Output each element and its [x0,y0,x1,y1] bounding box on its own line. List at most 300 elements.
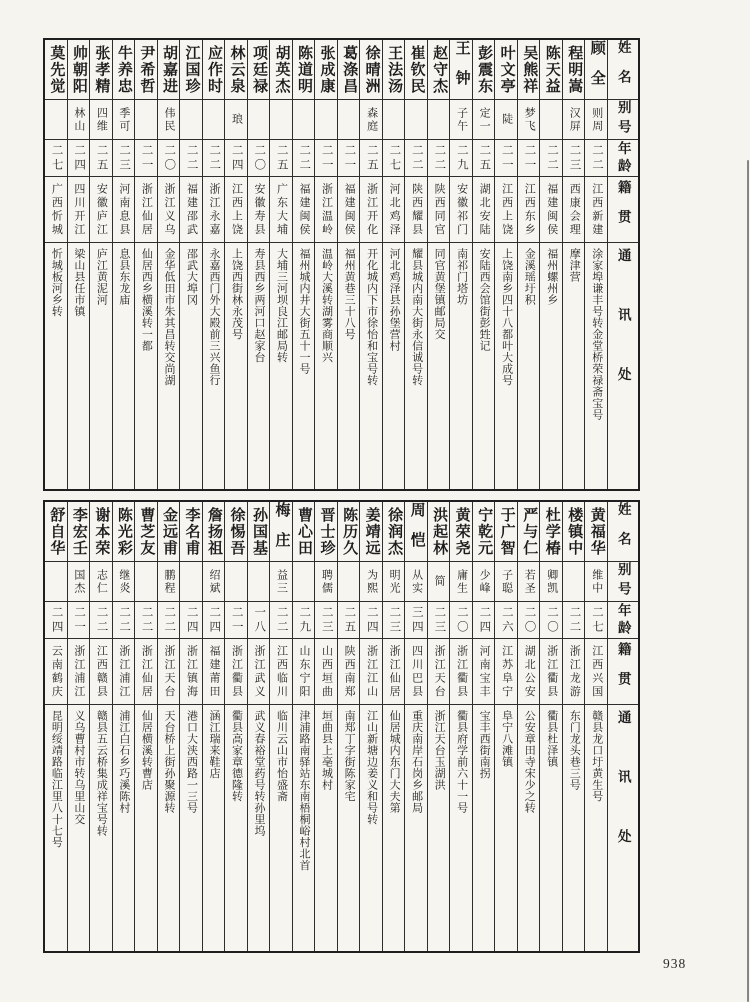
person-column [179,502,202,951]
person-alias-text: 林山 [72,106,85,133]
person-name-text: 项廷禄 [251,44,267,95]
person-column [449,502,472,951]
person-alias-cell [473,100,495,140]
person-contact-address-cell [45,705,67,951]
person-age-text: 二四 [185,605,198,635]
person-age-cell [428,140,450,177]
person-native-place-cell [225,639,247,705]
person-name-text: 江国珍 [183,44,200,95]
person-column [292,40,315,489]
person-native-place-cell [360,639,382,705]
person-alias-cell [293,562,315,602]
person-column [539,40,562,489]
person-contact-address-cell [428,243,450,489]
person-contact-address-text: 宝丰西街南拐 [478,710,491,779]
person-contact-address-cell [495,705,517,951]
person-contact-address-text: 福州螺州乡 [545,248,558,306]
person-native-place-text: 江西新建 [590,182,603,237]
person-age-text: 二二 [140,605,153,635]
person-name-cell [360,40,382,100]
person-contact-address-text: 赣县五云桥集成祥宝号转 [95,710,108,837]
person-native-place-cell [248,639,270,705]
person-column [269,502,292,951]
person-native-place-cell [90,639,112,705]
person-native-place-cell [405,177,427,243]
person-alias-cell [450,562,472,602]
person-name-cell [338,40,360,100]
person-age-cell [270,140,292,177]
person-column [382,502,405,951]
person-contact-address-text: 金华低田市朱其昌转交尚湖 [162,248,175,386]
person-age-cell [315,140,337,177]
person-age-text: 二一 [523,143,536,173]
person-alias-cell [518,562,540,602]
person-contact-address-cell [225,243,247,489]
person-contact-address-text: 江山新塘边姜义和号转 [365,710,378,825]
person-name-cell [405,502,427,562]
person-native-place-text: 江西东乡 [523,182,536,237]
person-native-place-cell [563,639,585,705]
person-alias-cell [585,562,607,602]
person-column [404,502,427,951]
person-name-text: 吴熊祥 [521,44,538,95]
person-alias-cell [383,100,405,140]
person-name-cell [180,502,202,562]
person-name-cell [180,40,202,100]
person-age-text: 二二 [275,605,288,635]
person-column [584,502,607,951]
person-contact-address-cell [383,705,405,951]
person-alias-text: 简 [433,575,446,588]
person-column [45,502,67,951]
header-alias-cell [608,562,638,602]
person-name-text: 王法汤 [386,44,403,95]
person-native-place-text: 浙江衢县 [455,644,468,699]
person-name-text: 周恺 [408,502,425,562]
person-name-text: 曹芝友 [138,506,155,557]
person-native-place-cell [473,639,495,705]
person-contact-address-text: 河北鸡泽县孙堡营村 [388,248,401,352]
person-age-cell [158,602,180,639]
person-age-text: 二一 [500,143,513,173]
person-column [179,40,202,489]
person-age-cell [518,602,540,639]
person-column [202,40,225,489]
person-age-text: 三四 [410,605,423,635]
person-name-cell [293,40,315,100]
person-contact-address-text: 仙居横溪转曹店 [140,710,153,791]
person-contact-address-cell [270,705,292,951]
person-alias-cell [135,100,157,140]
person-contact-address-cell [405,243,427,489]
person-name-cell [158,40,180,100]
header-native-place-cell [608,639,638,705]
person-contact-address-cell [203,705,225,951]
person-age-cell [405,602,427,639]
person-age-text: 二四 [50,605,63,635]
person-column [157,502,180,951]
person-native-place-cell [450,177,472,243]
person-name-text: 陈天益 [543,44,560,95]
person-native-place-cell [293,177,315,243]
person-native-place-text: 江西兴国 [590,644,603,699]
person-contact-address-cell [563,705,585,951]
scan-edge-artifact [747,160,749,1002]
person-name-text: 应作时 [205,44,222,95]
person-name-cell [45,40,67,100]
person-age-text: 二五 [478,143,491,173]
person-native-place-cell [360,177,382,243]
person-contact-address-text: 垣曲县上亳城村 [320,710,333,791]
person-native-place-text: 浙江仙居 [140,182,153,237]
person-contact-address-cell [383,243,405,489]
header-native-place-label: 籍贯 [615,642,631,701]
person-age-text: 二一 [140,143,153,173]
person-alias-text: 琅 [230,113,243,126]
person-alias-cell [180,562,202,602]
person-alias-text: 子聪 [500,568,513,595]
person-name-cell [315,502,337,562]
person-alias-cell [270,100,292,140]
person-native-place-cell [68,177,90,243]
person-column [404,40,427,489]
person-contact-address-text: 阜宁八滩镇 [500,710,513,768]
person-native-place-cell [135,177,157,243]
person-name-cell [563,40,585,100]
person-alias-cell [45,100,67,140]
person-name-text: 张孝精 [93,44,110,95]
person-name-cell [518,40,540,100]
person-age-text: 二二 [185,143,198,173]
person-age-text: 二二 [118,605,131,635]
person-native-place-text: 广西忻城 [50,182,63,237]
person-alias-text: 伟民 [162,106,175,133]
person-native-place-cell [293,639,315,705]
person-age-cell [540,140,562,177]
person-native-place-cell [338,177,360,243]
person-name-cell [518,502,540,562]
person-age-text: 二〇 [545,605,558,635]
person-age-text: 二三 [433,605,446,635]
person-alias-cell [203,100,225,140]
person-contact-address-cell [203,243,225,489]
person-name-text: 牛养忠 [115,44,132,95]
person-alias-text: 陡 [500,113,513,126]
person-age-cell [158,140,180,177]
person-native-place-text: 云南鹤庆 [50,644,63,699]
person-name-text: 尹希哲 [138,44,155,95]
person-contact-address-cell [293,243,315,489]
person-contact-address-cell [90,705,112,951]
person-name-cell [338,502,360,562]
person-name-text: 叶文亭 [498,44,515,95]
person-contact-address-cell [473,243,495,489]
person-name-cell [270,40,292,100]
person-alias-text: 定一 [478,106,491,133]
person-native-place-text: 浙江仙居 [140,644,153,699]
person-age-text: 二九 [298,605,311,635]
person-contact-address-cell [405,705,427,951]
person-contact-address-text: 衢县杜泽镇 [545,710,558,768]
person-native-place-text: 湖北安陆 [478,182,491,237]
person-contact-address-text: 仙居西乡横溪转一都 [140,248,153,352]
person-column [359,40,382,489]
person-name-text: 崔钦民 [408,44,425,95]
person-native-place-text: 山西垣曲 [320,644,333,699]
person-native-place-cell [180,639,202,705]
person-native-place-text: 安徽寿县 [253,182,265,237]
person-native-place-cell [518,177,540,243]
person-alias-cell [428,100,450,140]
person-alias-cell [338,100,360,140]
person-native-place-text: 浙江开化 [365,182,378,237]
person-native-place-text: 陕西南郑 [343,644,356,699]
person-column [427,40,450,489]
person-native-place-cell [495,639,517,705]
person-name-text: 程明嵩 [566,44,583,95]
person-age-cell [225,140,247,177]
person-name-cell [563,502,585,562]
person-contact-address-cell [450,705,472,951]
person-age-text: 二七 [388,143,401,173]
person-native-place-text: 浙江永嘉 [207,182,220,237]
person-age-text: 二三 [320,605,333,635]
person-alias-cell [113,562,135,602]
person-alias-text: 鹏程 [162,568,175,595]
person-alias-cell [248,562,270,602]
person-contact-address-text: 南祁门塔坊 [455,248,468,306]
header-column [607,40,638,489]
person-alias-text: 若圣 [523,568,536,595]
person-age-text: 二二 [410,143,423,173]
person-name-cell [450,502,472,562]
person-native-place-cell [158,177,180,243]
person-name-text: 彭震东 [476,44,493,95]
person-age-cell [135,602,157,639]
person-contact-address-cell [473,705,495,951]
person-alias-cell [360,562,382,602]
person-column [224,40,247,489]
header-name-cell [608,40,638,100]
person-contact-address-text: 公安章田寺宋少之转 [523,710,536,814]
directory-table-top [43,38,640,491]
header-alias-cell [608,100,638,140]
person-column [224,502,247,951]
person-column [89,40,112,489]
person-alias-cell [315,100,337,140]
person-contact-address-cell [360,243,382,489]
person-native-place-cell [495,177,517,243]
person-native-place-cell [203,177,225,243]
person-contact-address-text: 摩津营 [568,248,581,283]
person-alias-cell [495,562,517,602]
header-name-cell [608,502,638,562]
person-name-cell [90,40,112,100]
person-age-cell [203,140,225,177]
person-column [314,40,337,489]
header-alias-label: 别号 [615,562,631,601]
header-age-cell [608,602,638,639]
person-age-text: 二〇 [163,143,176,173]
person-name-text: 胡英杰 [273,44,290,95]
person-age-text: 二五 [365,143,378,173]
person-age-cell [450,140,472,177]
person-contact-address-cell [428,705,450,951]
person-contact-address-cell [315,705,337,951]
person-native-place-text: 江苏阜宁 [500,644,513,699]
person-native-place-cell [45,639,67,705]
person-name-text: 帅朝阳 [70,44,87,95]
person-name-cell [68,40,90,100]
person-native-place-text: 浙江龙游 [568,644,581,699]
header-contact-cell [608,705,638,951]
person-contact-address-text: 温岭大溪转湖雾商顺兴 [320,248,333,363]
person-contact-address-cell [450,243,472,489]
person-native-place-cell [428,177,450,243]
person-name-text: 徐惕吾 [228,506,245,557]
person-age-text: 二一 [73,605,86,635]
person-native-place-text: 浙江天台 [433,644,446,699]
person-contact-address-cell [518,243,540,489]
person-age-cell [585,140,607,177]
person-native-place-text: 河北鸡泽 [388,182,401,237]
person-alias-cell [450,100,472,140]
person-name-text: 黄福华 [588,506,605,557]
person-column [337,502,360,951]
person-age-text: 二二 [163,605,176,635]
person-native-place-text: 山东宁阳 [298,644,311,699]
person-alias-cell [405,562,427,602]
person-contact-address-cell [158,705,180,951]
person-age-cell [45,140,67,177]
person-name-text: 陈道明 [296,44,313,95]
person-age-cell [90,602,112,639]
person-age-cell [360,140,382,177]
person-native-place-text: 浙江武义 [253,644,265,699]
person-native-place-text: 江西上饶 [500,182,513,237]
person-column [134,502,157,951]
person-age-text: 二七 [50,143,63,173]
person-column [359,502,382,951]
person-column [382,40,405,489]
person-name-text: 詹扬祖 [205,506,222,557]
person-age-cell [473,602,495,639]
person-contact-address-text: 武义春裕堂药号转孙里坞 [253,710,265,837]
person-native-place-text: 浙江衢县 [545,644,558,699]
person-age-text: 二二 [590,143,603,173]
person-age-text: 二四 [230,143,243,173]
person-native-place-text: 江西赣县 [95,644,108,699]
person-contact-address-text: 津浦路南驿站东南梧桐峪村北首 [298,710,311,871]
person-age-cell [428,602,450,639]
person-contact-address-cell [45,243,67,489]
person-name-cell [293,502,315,562]
person-native-place-text: 陕西同官 [433,182,446,237]
person-contact-address-text: 临川云山市怡盛斋 [275,710,288,802]
person-contact-address-cell [248,705,270,951]
person-native-place-cell [338,639,360,705]
person-name-cell [248,502,270,562]
person-contact-address-text: 大埔三河坝良江邮局转 [275,248,288,363]
person-alias-cell [45,562,67,602]
person-column [337,40,360,489]
person-native-place-cell [383,639,405,705]
person-native-place-text: 浙江浦江 [117,644,130,699]
person-alias-text: 庸生 [455,568,468,595]
person-alias-text: 则周 [590,106,603,133]
person-column [292,502,315,951]
person-age-cell [45,602,67,639]
person-alias-cell [270,562,292,602]
person-native-place-text: 浙江义乌 [162,182,175,237]
person-native-place-cell [585,177,607,243]
person-age-cell [563,140,585,177]
person-contact-address-text: 同官黄堡镇邮局交 [433,248,446,340]
person-name-cell [540,502,562,562]
person-native-place-text: 福建莆田 [207,644,220,699]
person-contact-address-text: 金溪瑶圩积 [523,248,536,306]
person-name-cell [68,502,90,562]
person-contact-address-cell [135,243,157,489]
person-column [45,40,67,489]
person-name-text: 陈光彩 [115,506,132,557]
person-alias-cell [158,100,180,140]
page-number: 938 [663,956,687,971]
person-contact-address-text: 浙江天台玉湖洪 [433,710,446,791]
person-native-place-cell [540,177,562,243]
person-native-place-cell [248,177,270,243]
person-contact-address-cell [540,243,562,489]
person-column [314,502,337,951]
person-contact-address-cell [180,705,202,951]
person-column [157,40,180,489]
person-native-place-cell [270,177,292,243]
person-age-text: 二四 [365,605,378,635]
person-age-cell [518,140,540,177]
person-age-cell [495,602,517,639]
person-age-text: 二二 [208,143,221,173]
person-age-cell [383,140,405,177]
person-name-text: 徐晴洲 [363,44,380,95]
person-name-text: 楼镇中 [566,506,583,557]
person-name-text: 黄荣尧 [453,506,470,557]
person-native-place-text: 江西临川 [275,644,288,699]
person-alias-text: 卿凯 [545,568,558,595]
person-contact-address-text: 浦江白石乡巧溪陈村 [117,710,130,814]
header-contact-cell [608,243,638,489]
person-contact-address-cell [158,243,180,489]
person-native-place-text: 福建邵武 [185,182,198,237]
person-alias-cell [113,100,135,140]
person-age-text: 二一 [320,143,333,173]
person-column [67,40,90,489]
person-name-cell [495,40,517,100]
person-column [472,502,495,951]
person-column [517,502,540,951]
person-age-cell [225,602,247,639]
person-alias-text: 继炎 [117,568,130,595]
person-age-cell [68,140,90,177]
person-column [472,40,495,489]
person-column [112,502,135,951]
person-name-cell [203,40,225,100]
person-name-cell [315,40,337,100]
person-alias-cell [225,100,247,140]
person-column [517,40,540,489]
person-age-cell [315,602,337,639]
person-age-cell [450,602,472,639]
person-native-place-text: 浙江天台 [162,644,175,699]
